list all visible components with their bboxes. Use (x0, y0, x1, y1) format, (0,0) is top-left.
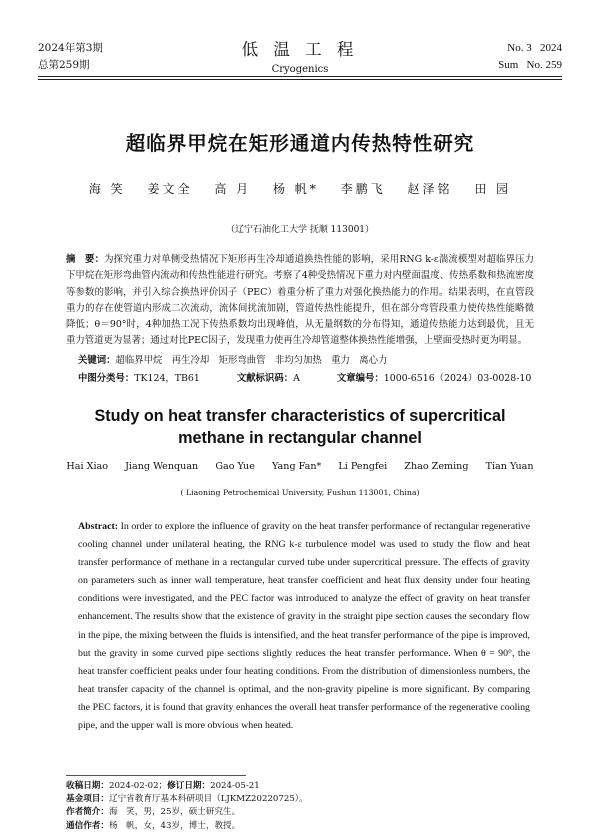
author-cn: 高 月 (214, 182, 252, 196)
author-en: Tian Yuan (485, 461, 534, 472)
affiliation-cn: （辽宁石油化工大学 抚顺 113001） (225, 225, 375, 235)
revised-label: 修订日期： (167, 781, 211, 791)
paper-title-en-line1: Study on heat transfer characteristics of supercritical (94, 407, 506, 425)
keywords-cn-label: 关键词： (78, 355, 116, 366)
header-issue-total: 总第259期 (38, 59, 90, 71)
paper-title-cn: 超临界甲烷在矩形通道内传热特性研究 (125, 132, 475, 155)
author-bio-label: 作者简介： (66, 807, 109, 818)
author-cn: 海 笑 (88, 182, 126, 196)
author-en: Li Pengfei (338, 461, 388, 472)
header-issue-year: 2024年第3期 (38, 42, 103, 54)
authors-en (0, 461, 600, 472)
paper-title-en-line2: methane in rectangular channel (178, 429, 422, 447)
abstract-cn (66, 252, 534, 350)
paper-title-en (0, 405, 600, 449)
journal-name-cn: 低 温 工 程 (241, 40, 359, 59)
doc-code (237, 373, 300, 384)
author-cn: 李鹏飞 (340, 182, 386, 196)
authors-cn (0, 180, 600, 197)
header-issue-no: No. 3 2024 (507, 42, 562, 54)
classification-line (78, 370, 548, 384)
clc-label: 中图分类号： (78, 373, 135, 384)
abstract-cn-label: 摘 要： (66, 254, 105, 265)
doc-value: A (293, 373, 300, 384)
author-en: Gao Yue (215, 461, 255, 472)
fund-label: 基金项目： (66, 794, 109, 805)
footnote-fund (66, 793, 536, 806)
clc-value: TK124，TB61 (134, 373, 200, 384)
received-label: 收稿日期： (66, 781, 109, 791)
author-en: Hai Xiao (66, 461, 109, 472)
footnote-corresponding (66, 820, 536, 833)
corresponding-label: 通信作者： (66, 820, 109, 831)
abstract-en (78, 518, 530, 735)
author-cn: 赵泽铭 (407, 182, 453, 196)
article-number (337, 373, 531, 384)
corresponding-text: 杨 帆，女，43岁，博士，教授。 (108, 820, 241, 831)
author-en: Jiang Wenquan (125, 461, 199, 472)
doc-label: 文献标识码： (236, 373, 294, 384)
abstract-en-text: In order to explore the influence of gravity on the heat transfer performance of rectangular regenerative cooling channel under unilateral heating, the RNG k-ε turbulence model was used to study the flow and heat transfer performance of methane in a rectangular curved tube under supercritical pressure. The effects of gravity on parameters such as inner wall temperature, heat transfer coefficient and heat flux density under four heating conditions were investigated, and the PEC factor was introduced to analyze the effect of gravity on heat transfer enhancement. The results show that the existence of gravity in the straight pipe section causes the secondary flow in the pipe, the mixing between the fluids is intensified, and the heat transfer performance of the pipe is improved, but the gravity in some curved pipe sections slightly reduces the heat transfer performance. When θ = 90°, the heat transfer coefficient peaks under four heating conditions. From the distribution of dimensionless numbers, the heat transfer capacity of the channel is optimal, and the non-gravity pipeline is more significant. By comparing the PEC factors, it is found that gravity enhances the overall heat transfer performance of the regenerative cooling pipe, and the upper wall is more obvious when heated. (78, 521, 530, 732)
clc-number (78, 373, 200, 384)
footnotes (66, 780, 536, 833)
header-rule-top (38, 76, 562, 77)
abstract-cn-text: 为探究重力对单侧受热情况下矩形再生冷却通道换热性能的影响，采用RNG k-ε湍流模型对超临界压力下甲烷在矩形弯曲管内流动和传热性能进行研究。考察了4种受热情况下重力对内壁面温度、传热系数和热流密度等参数的影响，并引入综合换热评价因子（PEC）着重分析了重力对强化换热能力的作用。结果表明，在直管段重力的存在使管道内形成二次流动，流体间扰流加剧，管道传热性能提升，但在部分弯管段重力使传热性能略微降低；θ＝90°时，4种加热工况下传热系数均出现峰值，从无量纲数的分布得知，通道传热能力达到最优，且无重力管道更为显著；通过对比PEC因子，发现重力使再生冷却管道整体换热性能增强，上壁面受热时更为明显。 (66, 254, 534, 347)
author-bio-text: 海 笑，男，25岁，硕士研究生。 (108, 807, 241, 818)
author-en: Yang Fan* (271, 461, 322, 472)
article-value: 1000-6516（2024）03-0028-10 (383, 373, 532, 384)
footnote-author (66, 806, 536, 819)
affiliation-en: ( Liaoning Petrochemical University, Fushun 113001, China) (180, 488, 420, 497)
keywords-cn-text: 超临界甲烷 再生冷却 矩形弯曲管 非均匀加热 重力 离心力 (115, 355, 388, 366)
abstract-en-label: Abstract: (78, 521, 119, 532)
author-cn: 田 园 (474, 182, 512, 196)
footnote-rule (66, 775, 246, 776)
header-rule-bottom (38, 79, 562, 80)
header-issue-en (498, 41, 562, 72)
author-en: Zhao Zeming (404, 461, 469, 472)
received-date: 2024-02-02； (108, 781, 168, 791)
fund-text: 辽宁省教育厅基本科研项目（LJKMZ20220725）。 (108, 794, 308, 805)
author-cn: 姜文全 (147, 182, 193, 196)
header-issue-sum: Sum No. 259 (498, 59, 562, 71)
keywords-cn (78, 352, 538, 366)
footnote-dates (66, 780, 536, 793)
article-label: 文章编号： (336, 373, 384, 384)
author-cn: 杨 帆* (272, 182, 319, 196)
revised-date: 2024-05-21 (210, 781, 260, 791)
journal-name-en: Cryogenics (271, 64, 329, 75)
